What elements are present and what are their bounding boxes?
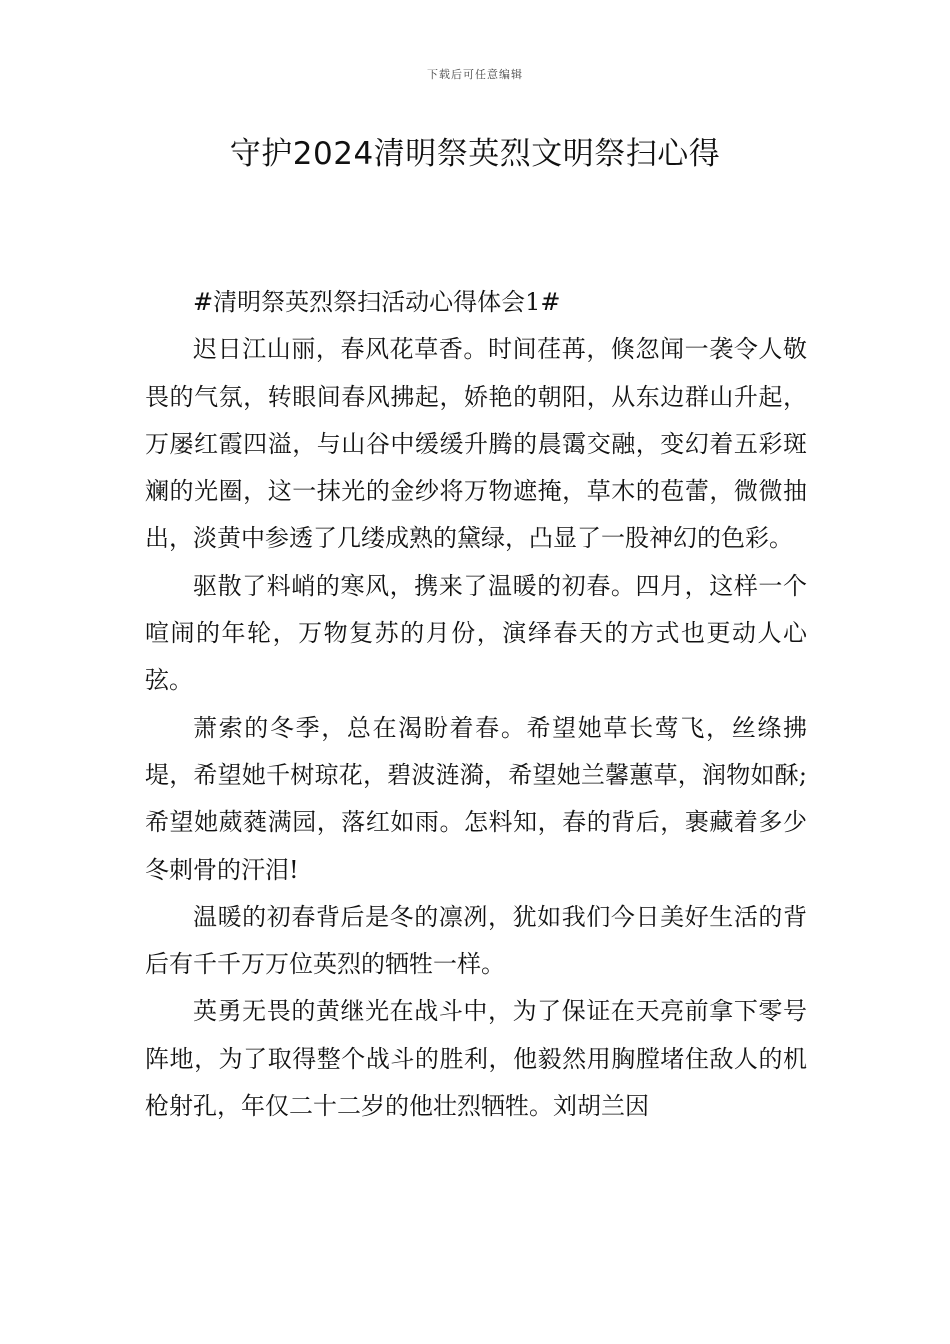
paragraph-2: 驱散了料峭的寒风，携来了温暖的初春。四月，这样一个喧闹的年轮，万物复苏的月份，演绎春天的方式也更动人心弦。 [145,571,807,695]
document-body [145,279,807,1130]
paragraph-5: 英勇无畏的黄继光在战斗中，为了保证在天亮前拿下零号阵地，为了取得整个战斗的胜利，他毅然用胸膛堵住敌人的机枪射孔，年仅二十二岁的他壮烈牺牲。刘胡兰因 [145,997,807,1121]
paragraph-4: 温暖的初春背后是冬的凛冽，犹如我们今日美好生活的背后有千千万万位英烈的牺牲一样。 [145,902,807,979]
paragraph-1: 迟日江山丽，春风花草香。时间荏苒，倏忽闻一袭令人敬畏的气氛，转眼间春风拂起，娇艳的朝阳，从东边群山升起，万屡红霞四溢，与山谷中缓缓升腾的晨霭交融，变幻着五彩斑斓的光圈，这一抹光的金纱将万物遮掩，草木的苞蕾，微微抽出，淡黄中参透了几缕成熟的黛绿，凸显了一股神幻的色彩。 [145,335,807,553]
paragraph-3: 萧索的冬季，总在渴盼着春。希望她草长莺飞，丝绦拂堤，希望她千树琼花，碧波涟漪，希望她兰馨蕙草，润物如酥;希望她葳蕤满园，落红如雨。怎料知，春的背后，裹藏着多少冬刺骨的汗泪! [145,713,807,884]
document-title: 守护2024清明祭英烈文明祭扫心得 [229,136,721,172]
header-note: 下载后可任意编辑 [427,68,523,81]
section-subheading: #清明祭英烈祭扫活动心得体会1# [193,288,561,316]
